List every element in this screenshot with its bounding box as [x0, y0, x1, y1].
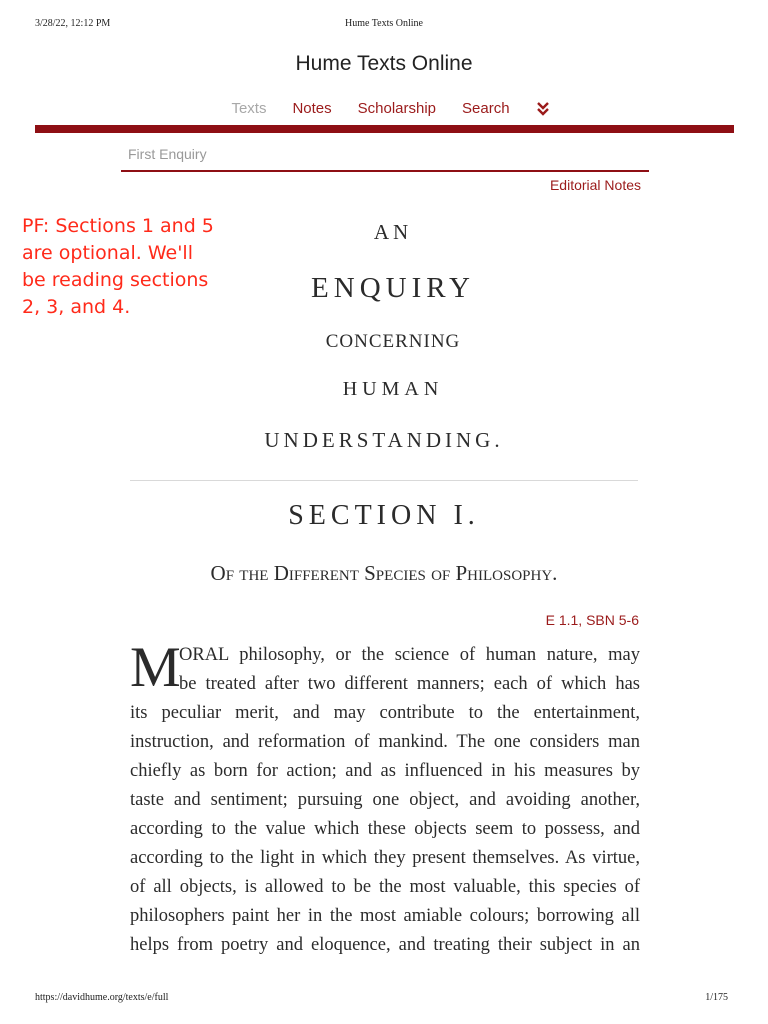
- text-line: according to the value which these objects seem to possess, and: [130, 819, 640, 839]
- nav-notes[interactable]: Notes: [292, 100, 332, 117]
- text-line: taste and sentiment; pursuing one object, and avoiding another,: [130, 790, 640, 810]
- title-separator: [130, 480, 638, 481]
- editorial-notes-link[interactable]: Editorial Notes: [549, 177, 641, 193]
- title-human: HUMAN: [342, 378, 444, 400]
- double-chevron-down-icon[interactable]: [536, 101, 550, 117]
- paragraph-body: [130, 636, 640, 960]
- nav-search[interactable]: Search: [462, 100, 510, 117]
- section-title: SECTION I.: [288, 500, 480, 531]
- breadcrumb-rule: [121, 170, 649, 172]
- title-an: AN: [373, 220, 413, 244]
- site-title[interactable]: Hume Texts Online: [295, 52, 473, 75]
- text-line: instruction, and reformation of mankind. The one considers man: [130, 732, 640, 752]
- drop-cap: M: [130, 636, 181, 699]
- breadcrumb[interactable]: First Enquiry: [128, 146, 207, 162]
- text-line: philosophers paint her in the most amiable colours; borrowing all: [130, 906, 640, 926]
- title-enquiry: ENQUIRY: [311, 272, 475, 304]
- text-line: ORAL philosophy, or the science of human nature, may: [179, 645, 640, 665]
- handwritten-annotation: PF: Sections 1 and 5 are optional. We'll be reading sections 2, 3, and 4.: [22, 215, 214, 318]
- section-subtitle: Of the Different Species of Philosophy.: [210, 561, 558, 585]
- print-footer-url: https://davidhume.org/texts/e/full: [35, 992, 169, 1003]
- text-line: of all objects, is allowed to be the most valuable, this species of: [130, 877, 640, 897]
- nav-divider-bar: [35, 125, 734, 133]
- text-line: be treated after two different manners; each of which has: [179, 674, 640, 694]
- print-header-datetime: 3/28/22, 12:12 PM: [35, 18, 111, 29]
- nav-scholarship[interactable]: Scholarship: [357, 100, 437, 117]
- title-understanding: UNDERSTANDING.: [264, 428, 504, 452]
- title-concerning: CONCERNING: [325, 331, 461, 352]
- print-header-title: Hume Texts Online: [345, 18, 423, 29]
- nav-texts[interactable]: Texts: [231, 100, 267, 117]
- paragraph-reference-link[interactable]: E 1.1, SBN 5-6: [545, 612, 639, 628]
- text-line: its peculiar merit, and may contribute to the entertainment,: [130, 703, 640, 723]
- text-line: chiefly as born for action; and as influenced in his measures by: [130, 761, 640, 781]
- print-footer-page: 1/175: [705, 992, 728, 1003]
- main-nav: [0, 100, 768, 117]
- text-line: according to the light in which they present themselves. As virtue,: [130, 848, 640, 868]
- text-line: helps from poetry and eloquence, and treating their subject in an: [130, 935, 640, 955]
